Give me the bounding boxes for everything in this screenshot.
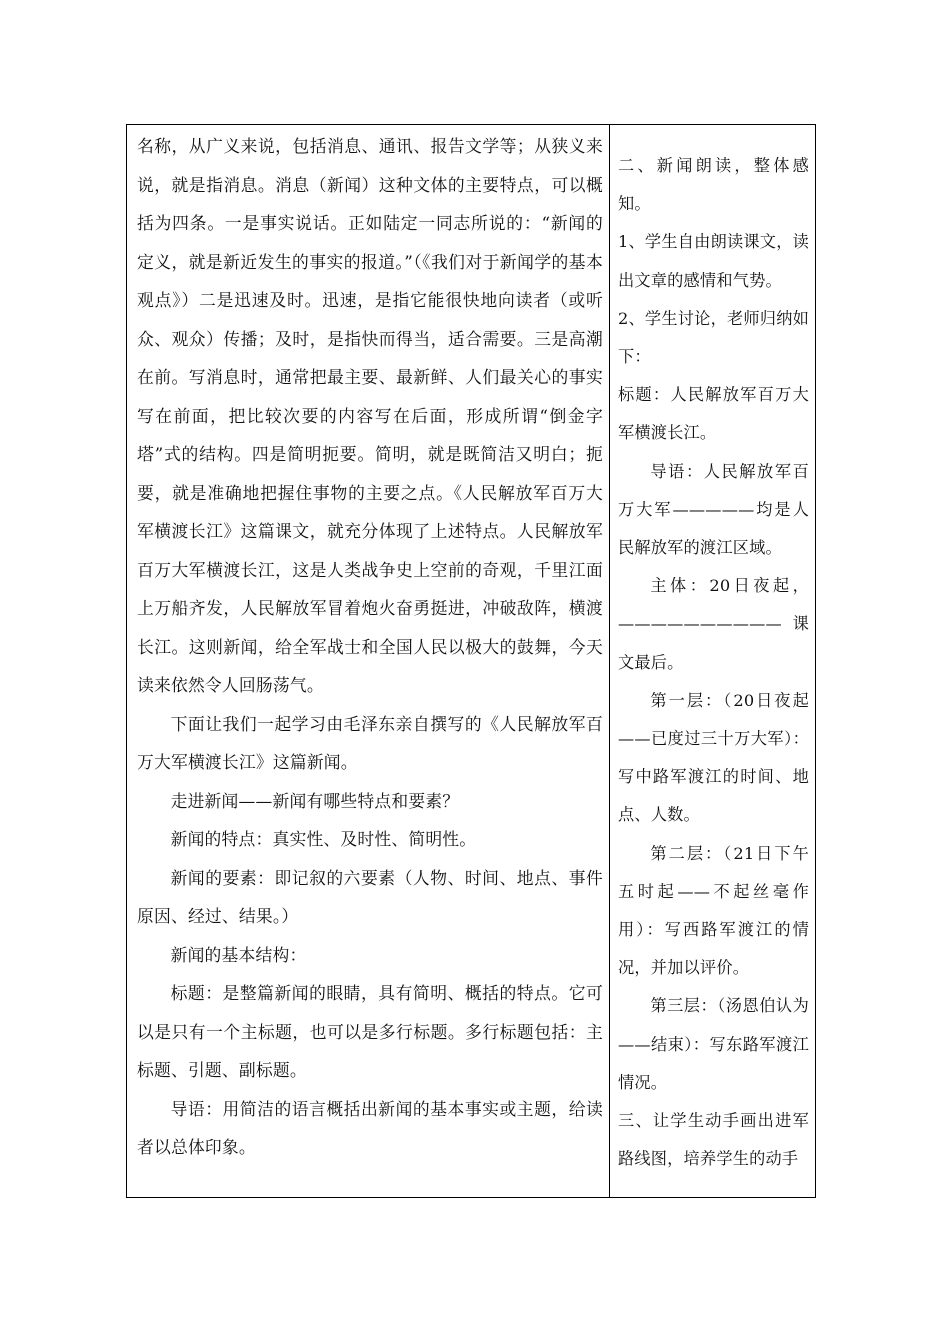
summary-layer-3: 第三层：（汤恩伯认为——结束）：写东路军渡江情况。 <box>618 996 809 1092</box>
step-reading-heading: 二、新闻朗读，整体感知。 <box>618 156 809 214</box>
summary-layer-1: 第一层：（20日夜起——已度过三十万大军）：写中路军渡江的时间、地点、人数。 <box>618 690 809 825</box>
summary-lead: 导语：人民解放军百万大军—————均是人民解放军的渡江区域。 <box>618 461 809 558</box>
lesson-plan-table <box>126 124 816 1198</box>
news-question-paragraph: 走进新闻——新闻有哪些特点和要素？ <box>170 790 460 811</box>
step-reading-item-2: 2、学生讨论，老师归纳如下： <box>618 308 809 367</box>
step-drawing-heading: 三、让学生动手画出进军路线图，培养学生的动手 <box>618 1111 809 1169</box>
lesson-content-column <box>127 125 610 1197</box>
headline-paragraph: 标题：是整篇新闻的眼睛，具有简明、概括的特点。它可以是只有一个主标题，也可以是多行标题。多行标题包括：主标题、引题、副标题。 <box>137 983 603 1080</box>
summary-body: 主体：20日夜起，——————————课文最后。 <box>618 576 809 672</box>
teaching-steps-column <box>610 125 815 1197</box>
step-reading-item-1: 1、学生自由朗读课文，读出文章的感情和气势。 <box>618 232 809 290</box>
news-genre-paragraph: 名称，从广义来说，包括消息、通讯、报告文学等；从狭义来说，就是指消息。消息（新闻）这种文体的主要特点，可以概括为四条。一是事实说话。正如陆定一同志所说的：“新闻的定义，就是新近发生的事实的报道。”（《我们对于新闻学的基本观点》）二是迅速及时。迅速，是指它能很快地向读者（或听众、观众）传播；及时，是指快而得当，适合需要。三是高潮在前。写消息时，通常把最主要、最新鲜、人们最关心的事实写在前面，把比较次要的内容写在后面，形成所谓“倒金字塔”式的结构。四是简明扼要。简明，就是既简洁又明白；扼要，就是准确地把握住事物的主要之点。《人民解放军百万大军横渡长江》这篇课文，就充分体现了上述特点。人民解放军百万大军横渡长江，这是人类战争史上空前的奇观，千里江面上万船齐发，人民解放军冒着炮火奋勇挺进，冲破敌阵，横渡长江。这则新闻，给全军战士和全国人民以极大的鼓舞，今天读来依然令人回肠荡气。 <box>137 136 603 695</box>
news-structure-heading: 新闻的基本结构： <box>170 944 307 965</box>
intro-paragraph: 下面让我们一起学习由毛泽东亲自撰写的《人民解放军百万大军横渡长江》这篇新闻。 <box>137 713 603 772</box>
summary-headline: 标题：人民解放军百万大军横渡长江。 <box>618 385 809 443</box>
lead-paragraph: 导语：用简洁的语言概括出新闻的基本事实或主题，给读者以总体印象。 <box>137 1098 603 1157</box>
news-features-paragraph: 新闻的特点：真实性、及时性、简明性。 <box>170 829 477 849</box>
summary-layer-2: 第二层：（21日下午五时起——不起丝毫作用）：写西路军渡江的情况，并加以评价。 <box>618 843 809 978</box>
news-elements-paragraph: 新闻的要素：即记叙的六要素（人物、时间、地点、事件原因、经过、结果。） <box>137 867 603 926</box>
